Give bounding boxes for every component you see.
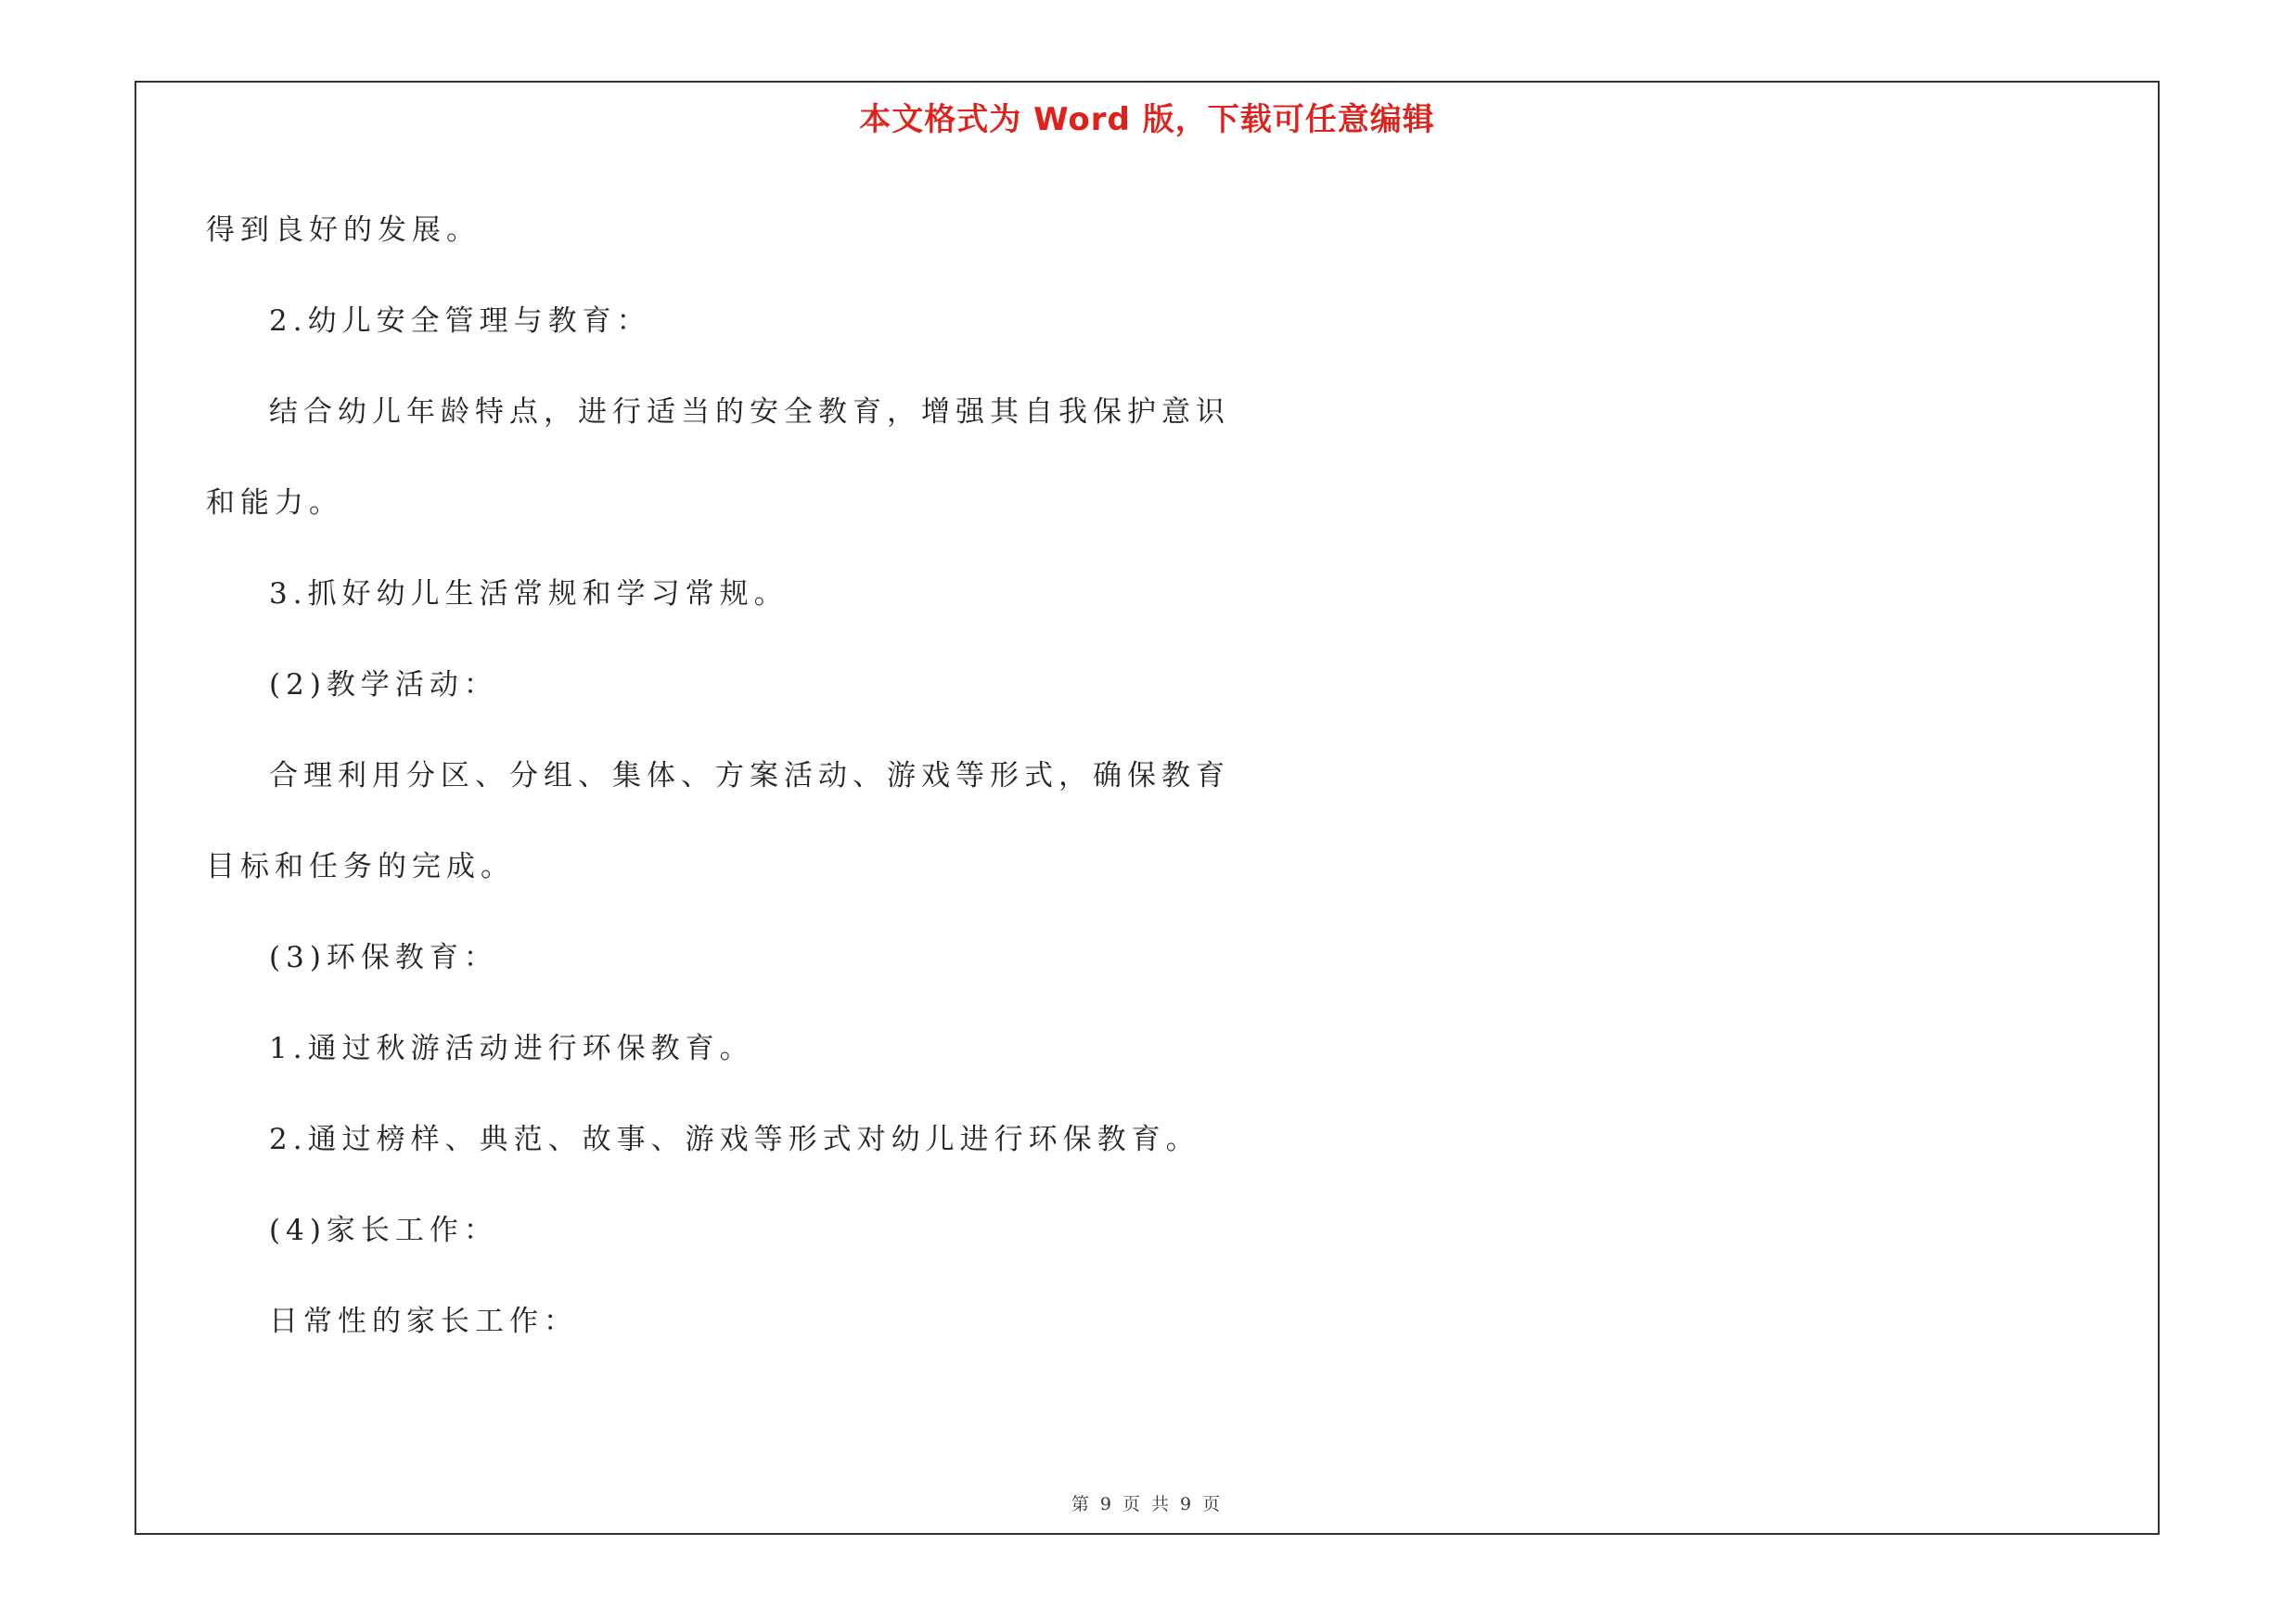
header-banner: 本文格式为 Word 版，下载可任意编辑 (859, 101, 1435, 138)
paragraph: 2.幼儿安全管理与教育： (269, 304, 651, 338)
paragraph: 合理利用分区、分组、集体、方案活动、游戏等形式，确保教育 (269, 759, 1230, 792)
paragraph: 得到良好的发展。 (206, 213, 481, 247)
page-number-footer: 第 9 页 共 9 页 (1071, 1494, 1224, 1514)
paragraph: 结合幼儿年龄特点，进行适当的安全教育，增强其自我保护意识 (269, 395, 1230, 429)
paragraph: (4)家长工作： (269, 1214, 498, 1247)
paragraph: 1.通过秋游活动进行环保教育。 (269, 1032, 754, 1065)
paragraph: 3.抓好幼儿生活常规和学习常规。 (269, 577, 789, 611)
document-body (206, 185, 1230, 1367)
paragraph: 和能力。 (206, 486, 343, 520)
paragraph: 2.通过榜样、典范、故事、游戏等形式对幼儿进行环保教育。 (269, 1123, 1200, 1156)
paragraph: 日常性的家长工作： (269, 1305, 578, 1338)
document-page (135, 81, 2160, 1535)
paragraph: (2)教学活动： (269, 668, 498, 702)
paragraph: (3)环保教育： (269, 941, 498, 974)
paragraph: 目标和任务的完成。 (206, 850, 515, 883)
